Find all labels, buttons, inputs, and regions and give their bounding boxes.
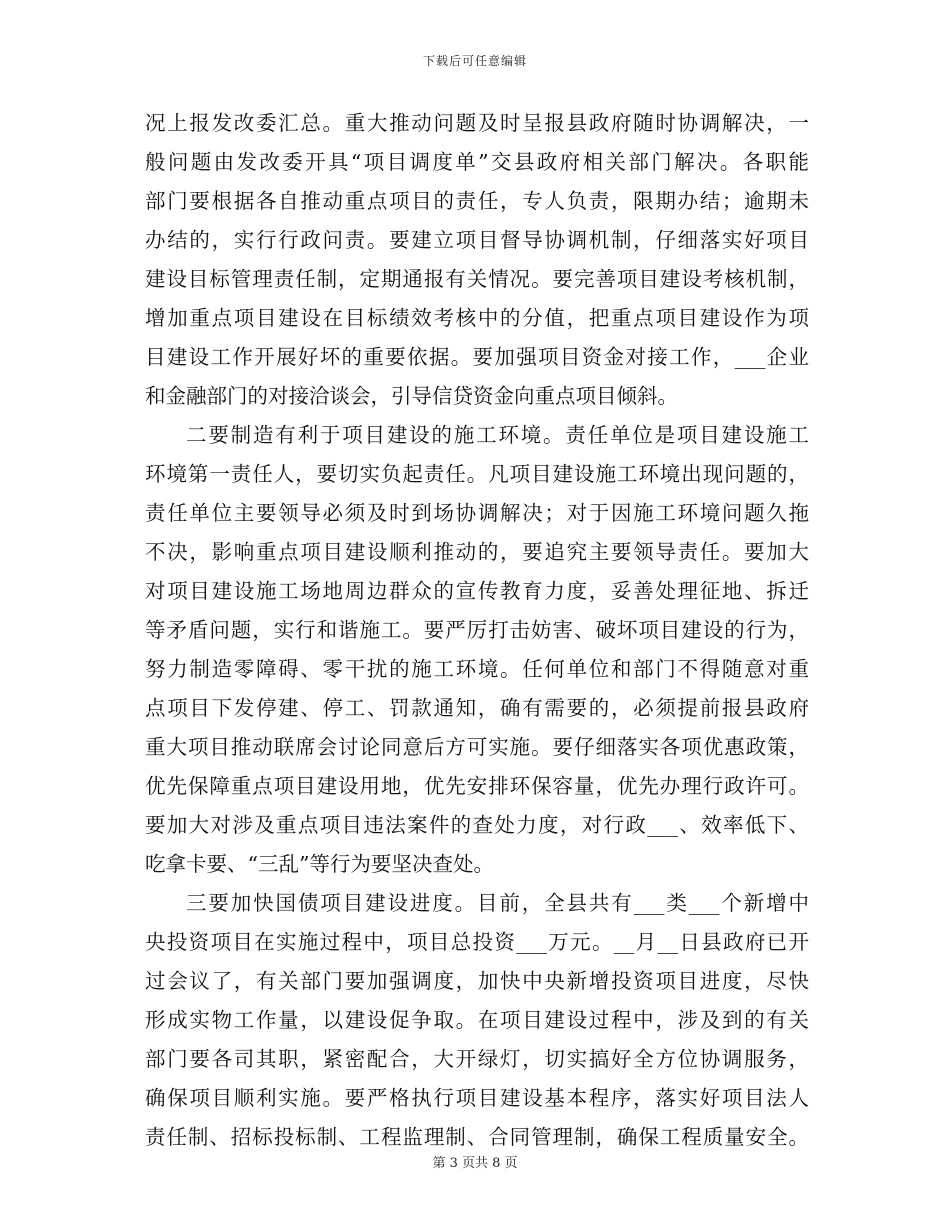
- text-line: 办结的，实行行政问责。要建立项目督导协调机制，仔细落实好项目: [145, 228, 809, 252]
- text-line: 吃拿卡要、“三乱”等行为要坚决查处。: [145, 852, 494, 876]
- text-line: 般问题由发改委开具“项目调度单”交县政府相关部门解决。各职能: [145, 150, 809, 174]
- text-line: 增加重点项目建设在目标绩效考核中的分值，把重点项目建设作为项: [145, 306, 809, 330]
- text-line: 部门要各司其职，紧密配合，大开绿灯，切实搞好全方位协调服务，: [145, 1047, 809, 1071]
- text-line: 不决，影响重点项目建设顺利推动的，要追究主要领导责任。要加大: [145, 540, 809, 564]
- paragraph-start-line: 二要制造有利于项目建设的施工环境。责任单位是项目建设施工: [186, 423, 809, 447]
- page-header: 下载后可任意编辑: [422, 54, 527, 68]
- text-line: 和金融部门的对接洽谈会，引导信贷资金向重点项目倾斜。: [145, 384, 678, 408]
- page-number-footer: 第 3 页共 8 页: [432, 1156, 518, 1171]
- text-line: 重大项目推动联席会讨论同意后方可实施。要仔细落实各项优惠政策，: [145, 735, 809, 759]
- text-line: 建设目标管理责任制，定期通报有关情况。要完善项目建设考核机制，: [145, 267, 809, 291]
- text-line: 央投资项目在实施过程中，项目总投资___万元。__月__日县政府已开: [145, 930, 809, 954]
- text-line: 对项目建设施工场地周边群众的宣传教育力度，妥善处理征地、拆迁: [145, 579, 809, 603]
- text-line: 过会议了，有关部门要加强调度，加快中央新增投资项目进度，尽快: [145, 969, 809, 993]
- text-line: 形成实物工作量，以建设促争取。在项目建设过程中，涉及到的有关: [145, 1008, 809, 1032]
- text-line: 部门要根据各自推动重点项目的责任，专人负责，限期办结；逾期未: [145, 189, 809, 213]
- text-line: 况上报发改委汇总。重大推动问题及时呈报县政府随时协调解决，一: [145, 111, 809, 135]
- text-line: 确保项目顺利实施。要严格执行项目建设基本程序，落实好项目法人: [145, 1086, 809, 1110]
- text-line: 优先保障重点项目建设用地，优先安排环保容量，优先办理行政许可。: [145, 774, 809, 798]
- text-line: 环境第一责任人，要切实负起责任。凡项目建设施工环境出现问题的，: [145, 462, 809, 486]
- text-line: 要加大对涉及重点项目违法案件的查处力度，对行政___、效率低下、: [145, 813, 809, 837]
- text-line: 努力制造零障碍、零干扰的施工环境。任何单位和部门不得随意对重: [145, 657, 809, 681]
- text-line: 点项目下发停建、停工、罚款通知，确有需要的，必须提前报县政府: [145, 696, 809, 720]
- text-line: 目建设工作开展好坏的重要依据。要加强项目资金对接工作，___企业: [145, 345, 809, 369]
- document-body: [145, 104, 809, 1157]
- paragraph-start-line: 三要加快国债项目建设进度。目前，全县共有___类___个新增中: [186, 891, 809, 915]
- text-line: 责任制、招标投标制、工程监理制、合同管理制，确保工程质量安全。: [145, 1125, 809, 1149]
- text-line: 责任单位主要领导必须及时到场协调解决；对于因施工环境问题久拖: [145, 501, 809, 525]
- text-line: 等矛盾问题，实行和谐施工。要严厉打击妨害、破坏项目建设的行为，: [145, 618, 809, 642]
